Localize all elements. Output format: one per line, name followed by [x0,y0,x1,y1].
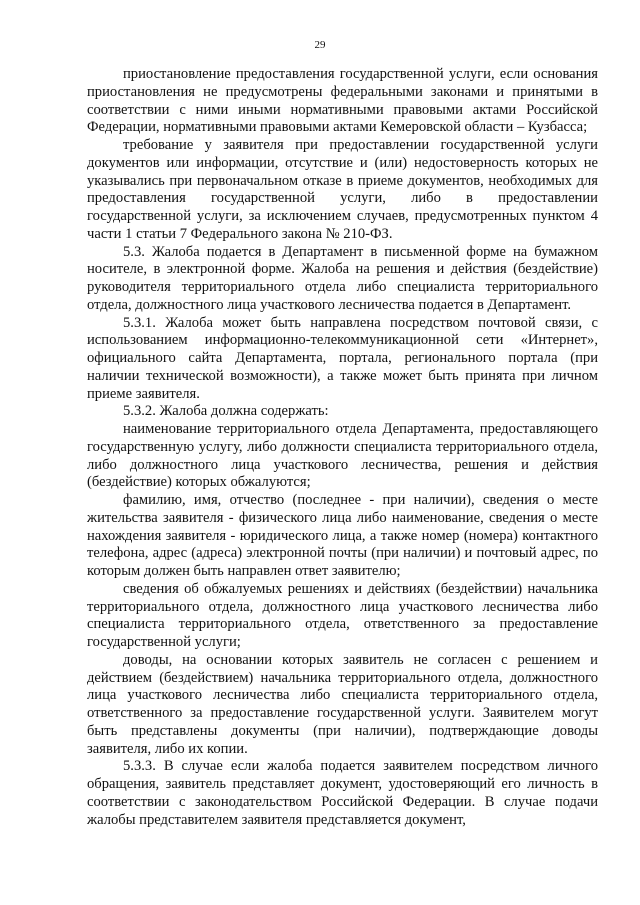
paragraph-arguments: доводы, на основании которых заявитель не согласен с решением и действием (бездействием) начальника территориального отдела, должностного лица участкового лесничества либо специалиста территориального отдела, ответственного за предоставление государственной услуги. Заявителем могут быть представлены документы (при наличии), подтверждающие доводы заявителя, либо их копии. [87,651,598,757]
paragraph-department-name: наименование территориального отдела Департамента, предоставляющего государственную услугу, либо должности специалиста территориального отдела, либо должностного лица участкового лесничества, решения и действия (бездействие) которых обжалуются; [87,421,598,491]
paragraph-appealed-decisions: сведения об обжалуемых решениях и действиях (бездействии) начальника территориального отдела, должностного лица участкового лесничества либо специалиста территориального отдела, ответственного за предоставление государственной услуги; [87,580,598,650]
paragraph-5-3-2: 5.3.2. Жалоба должна содержать: [123,403,329,420]
paragraph-applicant-details: фамилию, имя, отчество (последнее - при наличии), сведения о месте жительства заявителя - физического лица либо наименование, сведения о месте нахождения заявителя - юридического лица, а также номер (номера) контактного телефона, адрес (адреса) электронной почты (при наличии) и почтовый адрес, по которым должен быть направлен ответ заявителю; [87,492,598,579]
paragraph-5-3-3: 5.3.3. В случае если жалоба подается заявителем посредством личного обращения, заявитель представляет документ, удостоверяющий его личность в соответствии с законодательством Российской Федерации. В случае подачи жалобы представителем заявителя представляется документ, [87,758,598,828]
paragraph-5-3: 5.3. Жалоба подается в Департамент в письменной форме на бумажном носителе, в электронной форме. Жалоба на решения и действия (бездействие) руководителя территориального отдела либо специалиста территориального отдела, должностного лица участкового лесничества подается в Департамент. [87,243,598,313]
paragraph-suspension-grounds: приостановление предоставления государственной услуги, если основания приостановления не предусмотрены федеральными законами и принятыми в соответствии с ними иными нормативными правовыми актами Российской Федерации, нормативными правовыми актами Кемеровской области – Кузбасса; [87,66,598,136]
paragraph-5-3-1: 5.3.1. Жалоба может быть направлена посредством почтовой связи, с использованием информационно-телекоммуникационной сети «Интернет», официального сайта Департамента, портала, регионального портала (при наличии технической возможности), а также может быть принята при личном приеме заявителя. [87,314,598,402]
paragraph-document-requirement: требование у заявителя при предоставлении государственной услуги документов или информации, отсутствие и (или) недостоверность которых не указывались при первоначальном отказе в приеме документов, необходимых для предоставления государственной услуги, либо в предоставлении государственной услуги, за исключением случаев, предусмотренных пунктом 4 части 1 статьи 7 Федерального закона № 210-ФЗ. [87,137,598,242]
page-number: 29 [314,39,326,51]
document-body [87,66,598,829]
